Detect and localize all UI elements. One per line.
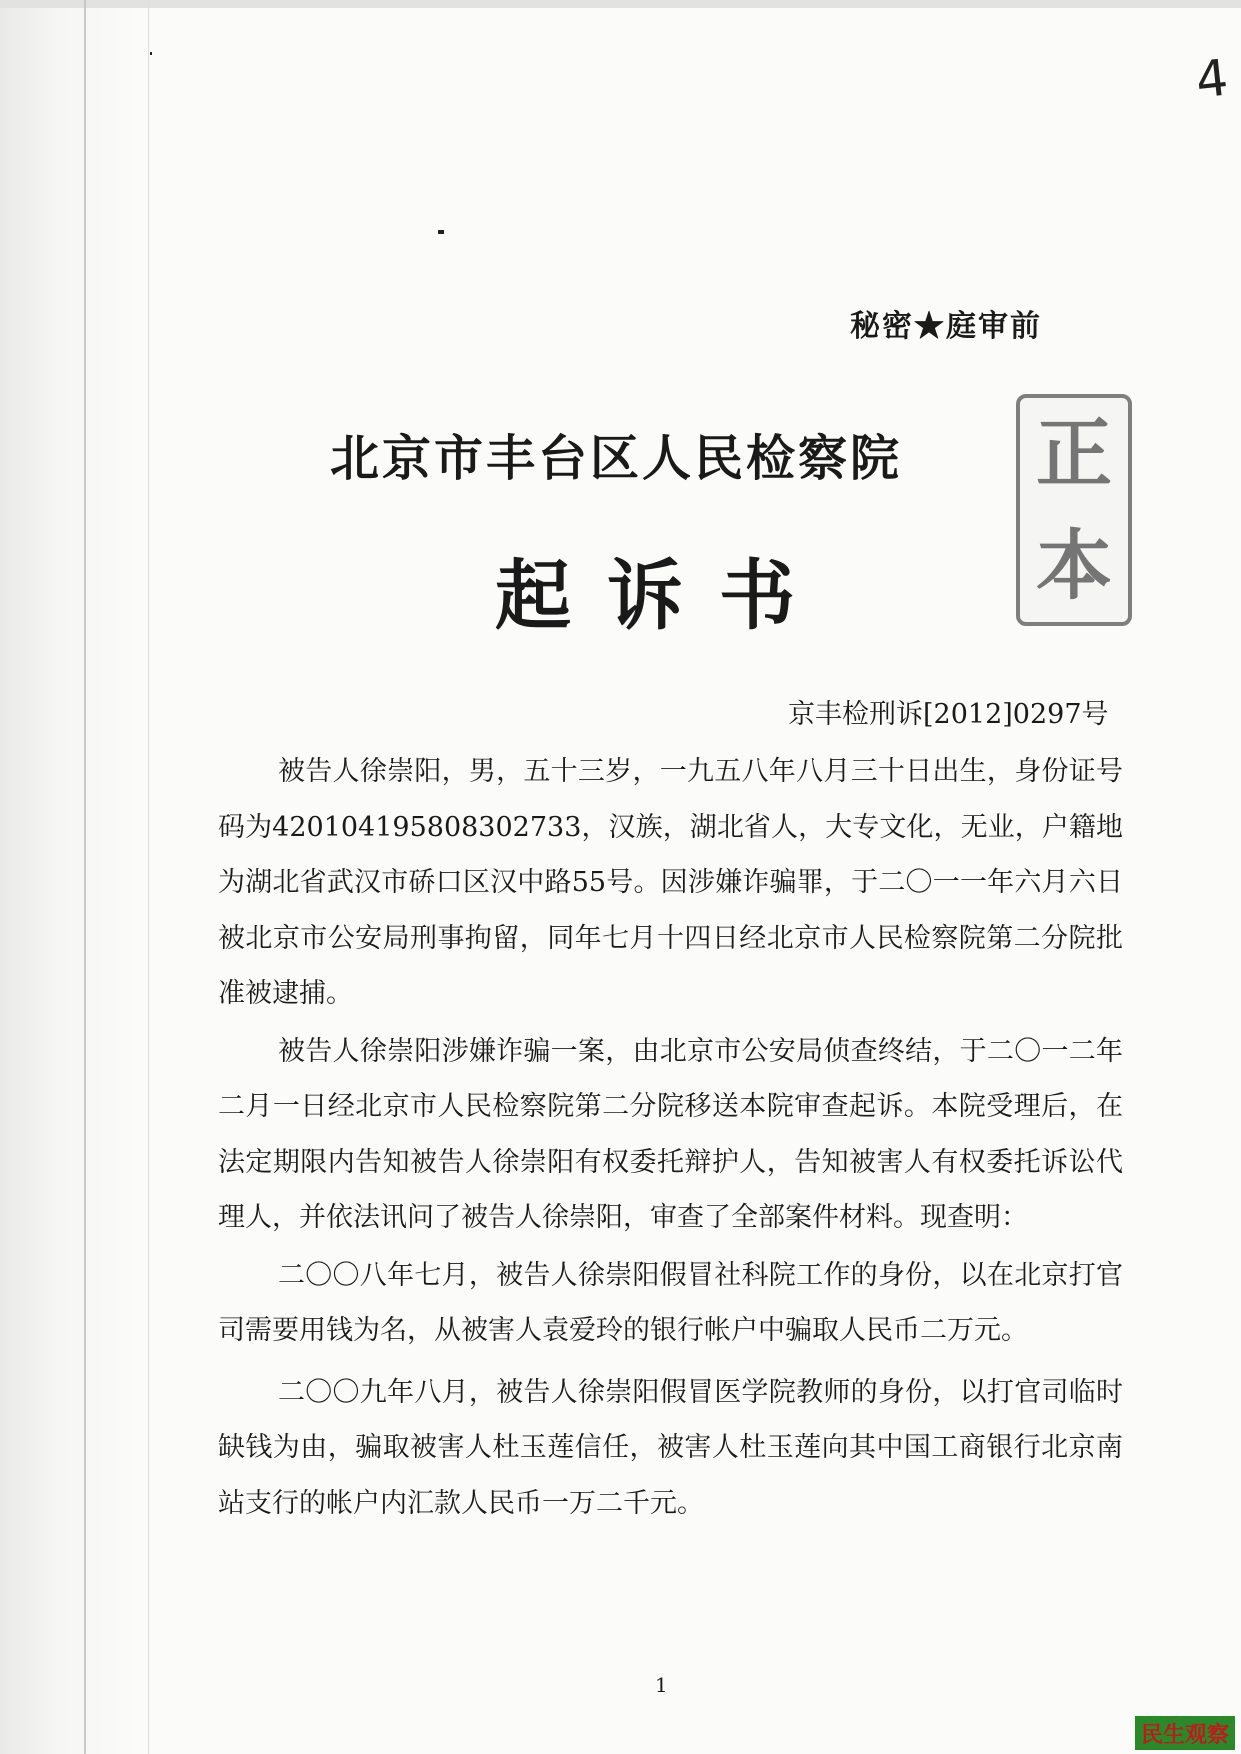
scan-speck (438, 230, 444, 234)
stamp-char: 本 (1036, 521, 1112, 610)
watermark-logo: 民生观察 (1135, 1716, 1235, 1750)
stamp-char: 正 (1036, 409, 1112, 498)
handwritten-page-number: 4 (1193, 48, 1231, 110)
body-paragraph: 二〇〇九年八月，被告人徐崇阳假冒医学院教师的身份，以打官司临时缺钱为由，骗取被害人杜玉莲信任，被害人杜玉莲向其中国工商银行北京南站支行的帐户内汇款人民币一万二千元。 (218, 1376, 1123, 1519)
page-fold-line (84, 0, 86, 1754)
document-title: 起诉书 (495, 551, 831, 640)
page-fold-line-secondary (148, 0, 149, 1754)
body-paragraph: 被告人徐崇阳涉嫌诈骗一案，由北京市公安局侦查终结，于二〇一二年二月一日经北京市人民检察院第二分院移送本院审查起诉。本院受理后，在法定期限内告知被告人徐崇阳有权委托辩护人，告知被害人有权委托诉讼代理人，并依法讯问了被告人徐崇阳，审查了全部案件材料。现查明： (218, 1035, 1123, 1233)
scan-speck (150, 52, 152, 55)
scan-top-edge (0, 0, 1241, 8)
body-paragraph: 被告人徐崇阳，男，五十三岁，一九五八年八月三十日出生，身份证号码为420104195808302733，汉族，湖北省人，大专文化，无业，户籍地为湖北省武汉市硚口区汉中路55号。因涉嫌诈骗罪，于二〇一一年六月六日被北京市公安局刑事拘留，同年七月十四日经北京市人民检察院第二分院批准被逮捕。 (218, 756, 1123, 1009)
classification-mark: 秘密★庭审前 (850, 309, 1042, 344)
organization-title: 北京市丰台区人民检察院 (330, 430, 903, 487)
document-body (218, 744, 1123, 1531)
original-copy-stamp (1016, 394, 1132, 626)
footer-page-number: 1 (655, 1673, 668, 1697)
body-paragraph: 二〇〇八年七月，被告人徐崇阳假冒社科院工作的身份，以在北京打官司需要用钱为名，从被害人袁爱玲的银行帐户中骗取人民币二万元。 (218, 1259, 1123, 1346)
document-number: 京丰检刑诉[2012]0297号 (788, 699, 1109, 730)
